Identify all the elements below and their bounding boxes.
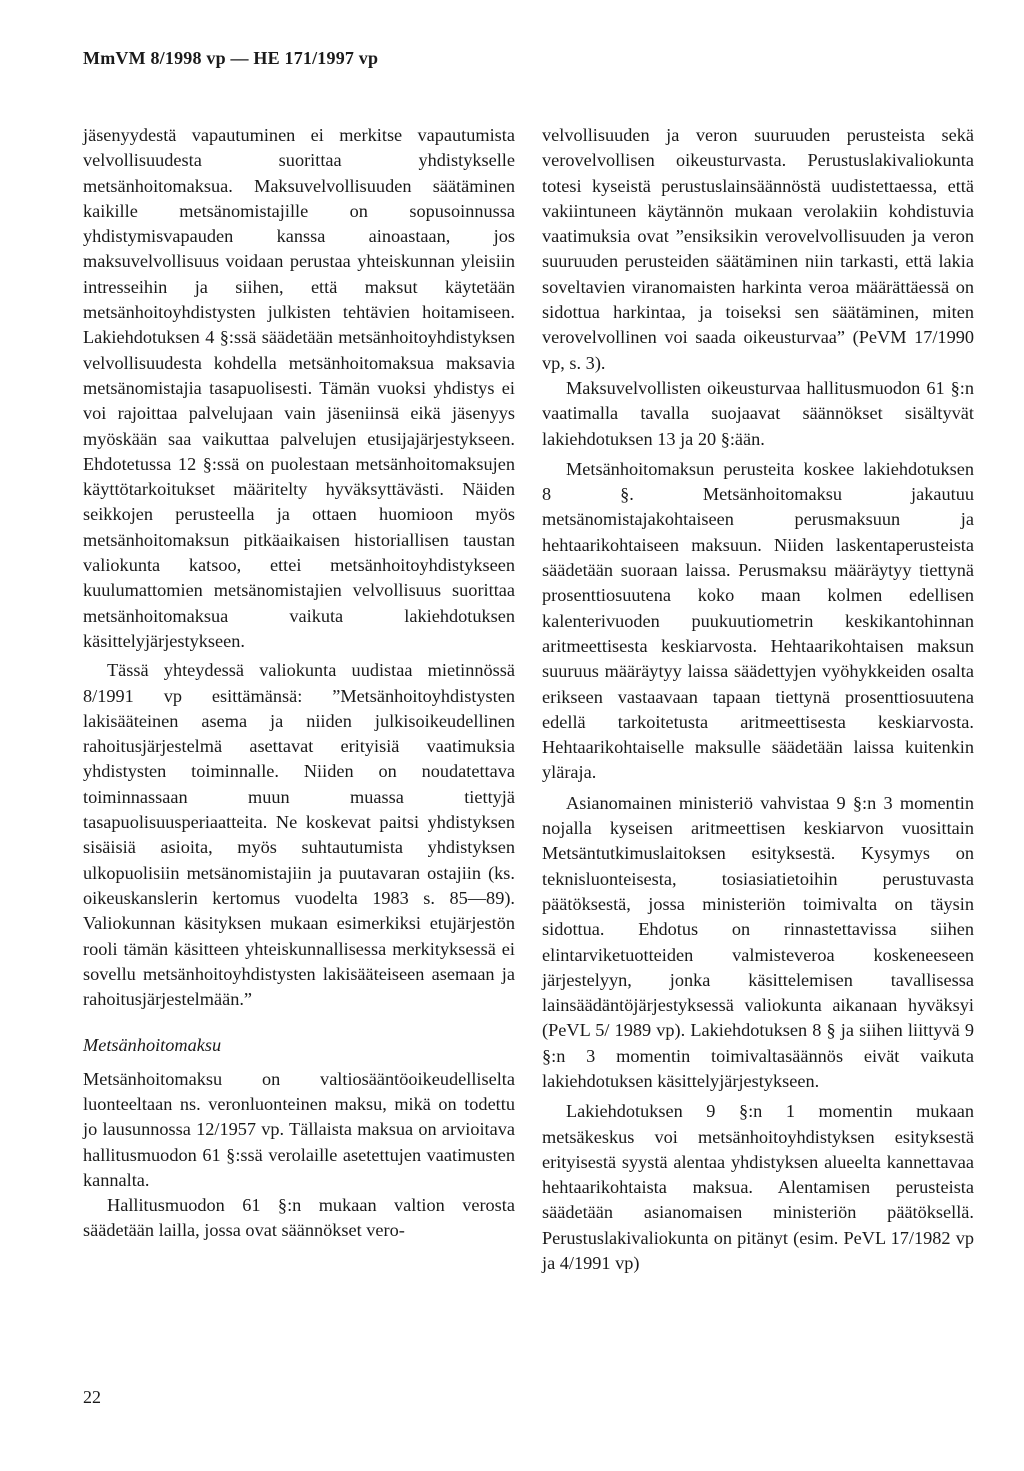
page-number: 22 [83, 1387, 101, 1407]
running-header: MmVM 8/1998 vp — HE 171/1997 vp [83, 48, 379, 68]
left-column [83, 123, 515, 1244]
left-paragraph-2: Tässä yhteydessä valiokunta uudistaa mietinnössä 8/1991 vp esittämänsä: ”Metsänhoitoyhdistysten lakisääteinen asema ja niiden julkisoikeudellinen rahoitusjärjestelmä asettavat erityisiä vaatimuksia yhdistysten toiminnalle. Niiden on noudatettava toiminnassaan muun muassa tiettyjä tasapuolisuusperiaatteita. Ne koskevat paitsi yhdistyksen sisäisiä asioita, myös suhtautumista yhdistyksen ulkopuolisiin metsänomistajiin ja puutavaran ostajiin (ks. oikeuskanslerin kertomus vuodelta 1983 s. 85—89). Valiokunnan käsityksen mukaan esimerkiksi etujärjestön rooli tämän käsitteen yhteiskunnallisessa merkityksessä ei sovellu metsänhoitoyhdistysten lakisääteiseen asemaan ja rahoitusjärjestelmään.” [83, 660, 515, 1010]
left-paragraph-4: Hallitusmuodon 61 §:n mukaan valtion verosta säädetään lailla, jossa ovat säännökset vero- [83, 1195, 515, 1241]
right-paragraph-1: velvollisuuden ja veron suuruuden perusteista sekä verovelvollisen oikeusturvasta. Perustuslakivaliokunta totesi kyseistä perustuslainsäännöstä uudistettaessa, että vakiintuneen käytännön mukaan verolakiin kohdistuvia vaatimuksia ovat ”ensiksikin verovelvollisuuden ja veron suuruuden perusteiden säätäminen niin tarkasti, että lakia soveltavien viranomaisten harkinta veroa määrättäessä on sidottua harkintaa, ja toiseksi sen säätäminen, miten verovelvollinen voi saada oikeusturvaa” (PeVM 17/1990 vp, s. 3). [542, 125, 974, 373]
right-paragraph-2: Maksuvelvollisten oikeusturvaa hallitusmuodon 61 §:n vaatimalla tavalla suojaavat säännökset sisältyvät lakiehdotuksen 13 ja 20 §:ään. [542, 377, 974, 449]
right-paragraph-4: Asianomainen ministeriö vahvistaa 9 §:n 3 momentin nojalla kyseisen aritmeettisen keskiarvon vuosittain Metsäntutkimuslaitoksen esityksestä. Kysymys on teknisluonteisesta, tosiasiatietoihin perustuvasta päätöksestä, jossa ministeriön toimivalta on täysin sidottua. Ehdotus on rinnastettavissa siihen elintarviketuotteiden valmisteveroa koskeneeseen järjestelyyn, jonka käsittelemisen tavallisessa lainsäädäntöjärjestyksessä valiokunta aikanaan hyväksyi (PeVL 5/ 1989 vp). Lakiehdotuksen 8 § ja siihen liittyvä 9 §:n 3 momentin toimivaltasäännös eivät vaikuta lakiehdotuksen käsittelyjärjestykseen. [542, 792, 974, 1091]
section-heading: Metsänhoitomaksu [83, 1035, 222, 1056]
right-paragraph-5: Lakiehdotuksen 9 §:n 1 momentin mukaan metsäkeskus voi metsänhoitoyhdistyksen esityksestä erityisestä syystä alentaa yhdistyksen alueelta kannettavaa hehtaarikohtaista maksua. Alentamisen perusteista säädetään asianomaisen ministeriön päätöksellä. Perustuslakivaliokunta on pitänyt (esim. PeVL 17/1982 vp ja 4/1991 vp) [542, 1101, 974, 1274]
left-paragraph-1: jäsenyydestä vapautuminen ei merkitse vapautumista velvollisuudesta suorittaa yhdistykselle metsänhoitomaksua. Maksuvelvollisuuden säätäminen kaikille metsänomistajille on sopusoinnussa yhdistymisvapauden kanssa ainoastaan, jos maksuvelvollisuus voidaan perustaa yhteiskunnan yleisiin intresseihin ja siihen, että maksut käytetään metsänhoitoyhdistysten julkisten tehtävien hoitamiseen. Lakiehdotuksen 4 §:ssä säädetään metsänhoitoyhdistyksen velvollisuudesta kohdella metsänhoitomaksua maksavia metsänomistajia tasapuolisesti. Tämän vuoksi yhdistys ei voi rajoittaa palvelujaan vain jäseniinsä eikä jäsenyys myöskään saa vaikuttaa palvelujen etusijajärjestykseen. Ehdotetussa 12 §:ssä on puolestaan metsänhoitomaksujen käyttötarkoitukset määritelty hyväksyttävästi. Näiden seikkojen perusteella ja ottaen huomioon myös metsänhoitomaksun pitkäaikaisen historiallisen taustan valiokunta katsoo, ettei metsänhoitoyhdistykseen kuulumattomien metsänomistajien velvollisuus suorittaa metsänhoitomaksua vaikuta lakiehdotuksen käsittelyjärjestykseen. [83, 125, 515, 651]
right-column [542, 123, 974, 1276]
left-paragraph-3: Metsänhoitomaksu on valtiosääntöoikeudelliselta luonteeltaan ns. veronluonteinen maksu, mikä on todettu jo lausunnossa 12/1957 vp. Tällaista maksua on arvioitava hallitusmuodon 61 §:ssä verolaille asetettujen vaatimusten kannalta. [83, 1068, 515, 1190]
right-paragraph-3: Metsänhoitomaksun perusteita koskee lakiehdotuksen 8 §. Metsänhoitomaksu jakautuu metsänomistajakohtaiseen perusmaksuun ja hehtaarikohtaiseen maksuun. Niiden laskentaperusteista säädetään suoraan laissa. Perusmaksu määräytyy tiettynä prosenttiosuutena koko maan kolmen edellisen kalenterivuoden puukuutiometrin keskikantohinnan aritmeettisesta keskiarvosta. Hehtaarikohtaisen maksun suuruus määräytyy laissa säädettyjen vyöhykkeiden osalta erikseen vastaavaan tapaan tiettynä prosenttiosuutena edellä tarkoitetusta aritmeettisesta keskiarvosta. Hehtaarikohtaiselle maksulle säädetään laissa kuitenkin yläraja. [542, 458, 974, 783]
